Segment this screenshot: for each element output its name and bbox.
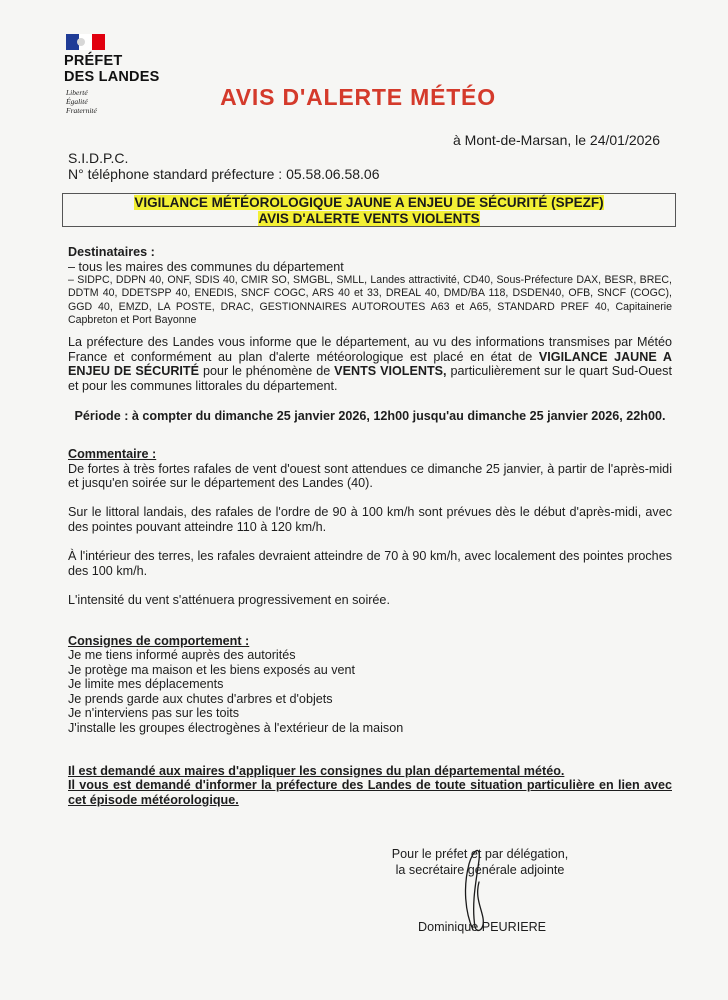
guidelines-heading: Consignes de comportement : — [68, 633, 250, 648]
recipients-mayors: – tous les maires des communes du département — [68, 259, 344, 274]
guideline-item: Je me tiens informé auprès des autorités — [68, 648, 296, 663]
guideline-item: Je n'interviens pas sur les toits — [68, 706, 240, 721]
document-body — [68, 245, 672, 807]
closing-line-1: Il est demandé aux maires d'appliquer les consignes du plan départemental météo. — [68, 763, 565, 778]
comment-heading: Commentaire : — [68, 446, 157, 461]
republic-flag-logo — [66, 34, 105, 50]
comment-paragraph-2: Sur le littoral landais, des rafales de l'ordre de 90 à 100 km/h sont prévues dès le début d'après-midi, avec des pointes pouvant atteindre 110 à 120 km/h. — [68, 505, 672, 534]
intro-vigilance-level: VIGILANCE JAUNE A ENJEU DE SÉCURITÉ — [68, 349, 672, 379]
signer-name: Dominique PEURIERE — [418, 920, 547, 934]
recipients-heading: Destinataires : — [68, 245, 155, 259]
closing-line-2: Il vous est demandé d'informer la préfecture des Landes de toute situation particulière en lien avec cet épisode météorologique. — [68, 778, 672, 807]
intro-text-3: particulièrement sur le quart Sud-Ouest et pour les communes littorales du département. — [68, 364, 672, 393]
signature-line-2: la secrétaire générale adjointe — [395, 863, 565, 877]
signature-line-1: Pour le préfet et par délégation, — [391, 847, 569, 861]
prefecture-logo-text — [64, 53, 159, 85]
comment-paragraph-4: L'intensité du vent s'atténuera progressivement en soirée. — [68, 592, 390, 607]
banner-line-1: VIGILANCE MÉTÉOROLOGIQUE JAUNE A ENJEU DE SÉCURITÉ (SPEZF) — [134, 195, 604, 210]
recipients-services: – SIDPC, DDPN 40, ONF, SDIS 40, CMIR SO, SMGBL, SMLL, Landes attractivité, CD40, Sous-Préfecture DAX, BESR, BREC, DDTM 40, DDETSPP 40, ENEDIS, SNCF COGC, ARS 40 et 33, DREAL 40, DMD/BA 118, DSDEN40, OFB, SNCF (COGC), GGD 40, EMZD, LA POSTE, DRAC, GESTIONNAIRES AUTOROUTES A63 et A65, STANDARD PREF 40, Capitainerie Capbreton et Port Bayonne — [68, 274, 672, 326]
motto-egalite: Égalité — [66, 97, 88, 106]
sender-block — [68, 150, 380, 182]
vigilance-banner — [62, 193, 676, 227]
alert-period: Période : à compter du dimanche 25 janvier 2026, 12h00 jusqu'au dimanche 25 janvier 2026, 22h00. — [74, 409, 666, 424]
guideline-item: Je prends garde aux chutes d'arbres et d'objets — [68, 691, 333, 706]
intro-text-2: pour le phénomène de — [199, 364, 335, 379]
prefet-label: PRÉFET — [64, 53, 123, 69]
banner-line-2: AVIS D'ALERTE VENTS VIOLENTS — [258, 211, 480, 226]
intro-phenomenon: VENTS VIOLENTS, — [334, 364, 447, 379]
comment-paragraph-1: De fortes à très fortes rafales de vent d'ouest sont attendues ce dimanche 25 janvier, à partir de l'après-midi et jusqu'en soirée sur le département des Landes (40). — [68, 461, 672, 491]
signature-block — [386, 846, 574, 878]
guideline-item: Je protège ma maison et les biens exposés au vent — [68, 662, 356, 677]
sender-service: S.I.D.P.C. — [68, 150, 129, 166]
intro-text-1: La préfecture des Landes vous informe que le département, au vu des informations transmises par Météo France et conformément au plan d'alerte météorologique est placé en état de — [68, 335, 672, 364]
department-label: DES LANDES — [64, 69, 160, 85]
dateline: à Mont-de-Marsan, le 24/01/2026 — [452, 132, 660, 148]
guideline-item: J'installe les groupes électrogènes à l'extérieur de la maison — [68, 721, 404, 736]
document-title: AVIS D'ALERTE MÉTÉO — [220, 84, 496, 110]
guideline-item: Je limite mes déplacements — [68, 677, 224, 692]
intro-paragraph — [68, 335, 672, 393]
sender-phone: N° téléphone standard préfecture : 05.58.06.58.06 — [68, 166, 380, 182]
motto-liberte: Liberté — [66, 88, 88, 97]
comment-paragraph-3: À l'intérieur des terres, les rafales devraient atteindre de 70 à 90 km/h, avec localement des pointes proches des 100 km/h. — [68, 549, 672, 578]
motto-fraternite: Fraternité — [66, 106, 97, 115]
